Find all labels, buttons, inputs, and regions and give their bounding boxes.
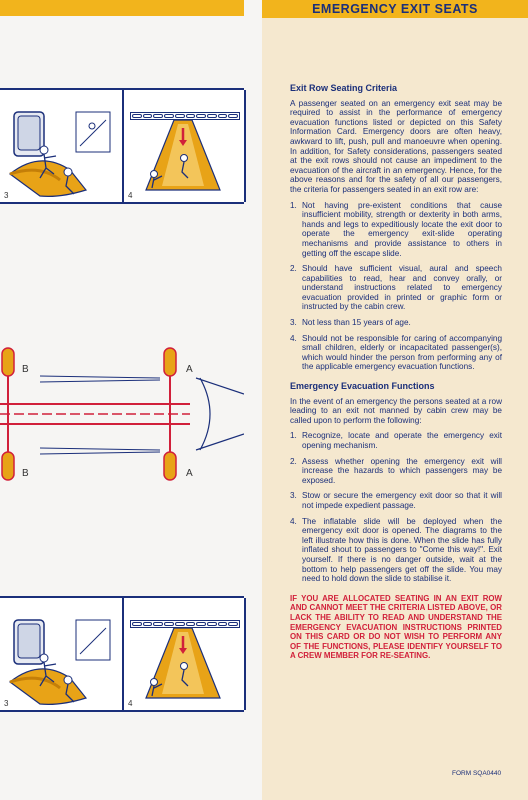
- plan-label-a-bottom: A: [186, 468, 193, 479]
- form-code: FORM SQA0440: [452, 770, 502, 777]
- page-title: EMERGENCY EXIT SEATS: [262, 0, 528, 18]
- top-color-bar: [0, 0, 244, 16]
- item-text: The inflatable slide will be deployed when the emergency exit door is opened. The diagrams to the left illustrate how this is done. When the slide has fully inflated shout to passengers to "Come this way!". Exit yourself. If there is no danger outside, wait at the bottom to help passengers get off the slide. You may need to hold down the slide to stabilise it.: [302, 516, 502, 584]
- item-text: Stow or secure the emergency exit door so that it will not impede expedient passage.: [302, 491, 502, 510]
- list-item: [290, 491, 502, 510]
- item-text: Assess whether opening the emergency exit will increase the hazards to which passengers may be exposed.: [302, 456, 502, 485]
- panel-step-number: 4: [128, 191, 133, 200]
- diagram-column: [0, 0, 262, 800]
- functions-heading: Emergency Evacuation Functions: [290, 381, 435, 392]
- panel-step-number: 3: [4, 699, 9, 708]
- plan-label-a-top: A: [186, 364, 193, 375]
- item-number: 4.: [290, 333, 297, 343]
- item-text: Not having pre-existent conditions that cause insufficient mobility, strength or dexterity in both arms, hands and legs to expeditiously locate the exit door to operate the emergency exit-slide operating mechanisms and provide assistance to others in getting off the escape slide.: [302, 200, 502, 258]
- list-item: [290, 201, 502, 259]
- item-text: Should have sufficient visual, aural and speech capabilities to read, hear and convey orally, or understand instructions related to emergency evacuation provided in printed or graphic form or instructed by the cabin crew.: [302, 264, 502, 312]
- list-item: [290, 457, 502, 486]
- list-item: [290, 264, 502, 312]
- reseating-warning: IF YOU ARE ALLOCATED SEATING IN AN EXIT ROW AND CANNOT MEET THE CRITERIA LISTED ABOVE, OR LACK THE ABILITY TO READ AND UNDERSTAND THE EMERGENCY EVACUATION INSTRUCTIONS PRINTED ON THIS CARD OR DO NOT WISH TO PERFORM ANY OF THE FUNCTIONS, PLEASE IDENTIFY YOURSELF TO A CREW MEMBER FOR RE-SEATING.: [290, 593, 502, 661]
- functions-list: [290, 431, 502, 583]
- functions-intro: In the event of an emergency the persons seated at a row leading to an exit not manned by cabin crew may be called upon to perform the following:: [290, 396, 502, 425]
- cabin-plan-view: [0, 334, 244, 494]
- cabin-windows: [130, 620, 240, 628]
- criteria-list: [290, 201, 502, 373]
- item-number: 3.: [290, 491, 297, 501]
- item-number: 4.: [290, 516, 297, 526]
- exit-b-panels: [0, 596, 244, 712]
- item-text: Should not be responsible for caring of accompanying small children, elderly or incapacitated passenger(s), which would hinder the person from performing any of the applicable emergency evacuation functions.: [302, 333, 502, 372]
- item-text: Recognize, locate and operate the emergency exit opening mechanism.: [302, 431, 502, 450]
- list-item: [290, 431, 502, 450]
- panel-step-number: 3: [4, 191, 9, 200]
- slide-descent-illustration: [0, 598, 122, 710]
- item-number: 1.: [290, 200, 297, 210]
- exit-plan-diagram: [0, 334, 244, 494]
- criteria-intro: A passenger seated on an emergency exit seat may be required to assist in the performance of emergency evacuation functions listed or depicted on this Safety Information Card. Emergency doors are often heavy, awkward to lift, push, pull and manoeuvre when opening. In addition, for Safety considerations, passengers seated at the exit rows should not cause an impediment to the evacuation of the aircraft in an emergency. Hence, for the above reasons and for the safety of all our passengers, the criteria for passengers seated in an exit row are:: [290, 98, 502, 194]
- panel-a-step-3: [0, 90, 124, 202]
- list-item: [290, 318, 502, 328]
- panel-b-step-4: [124, 598, 246, 710]
- criteria-heading: Exit Row Seating Criteria: [290, 83, 398, 93]
- card-content: [290, 84, 502, 661]
- panel-b-step-3: [0, 598, 124, 710]
- panel-step-number: 4: [128, 699, 133, 708]
- item-number: 2.: [290, 456, 297, 466]
- panel-a-step-4: [124, 90, 246, 202]
- slide-descent-illustration: [0, 90, 122, 202]
- plan-label-b-bottom: B: [22, 468, 29, 479]
- list-item: [290, 334, 502, 372]
- slide-deployed-illustration: [124, 90, 244, 202]
- cabin-windows: [130, 112, 240, 120]
- list-item: [290, 517, 502, 584]
- exit-a-panels: [0, 88, 244, 204]
- item-number: 3.: [290, 318, 297, 328]
- slide-deployed-illustration: [124, 598, 244, 710]
- item-number: 1.: [290, 431, 297, 441]
- item-number: 2.: [290, 264, 297, 274]
- plan-label-b-top: B: [22, 364, 29, 375]
- item-text: Not less than 15 years of age.: [302, 318, 411, 328]
